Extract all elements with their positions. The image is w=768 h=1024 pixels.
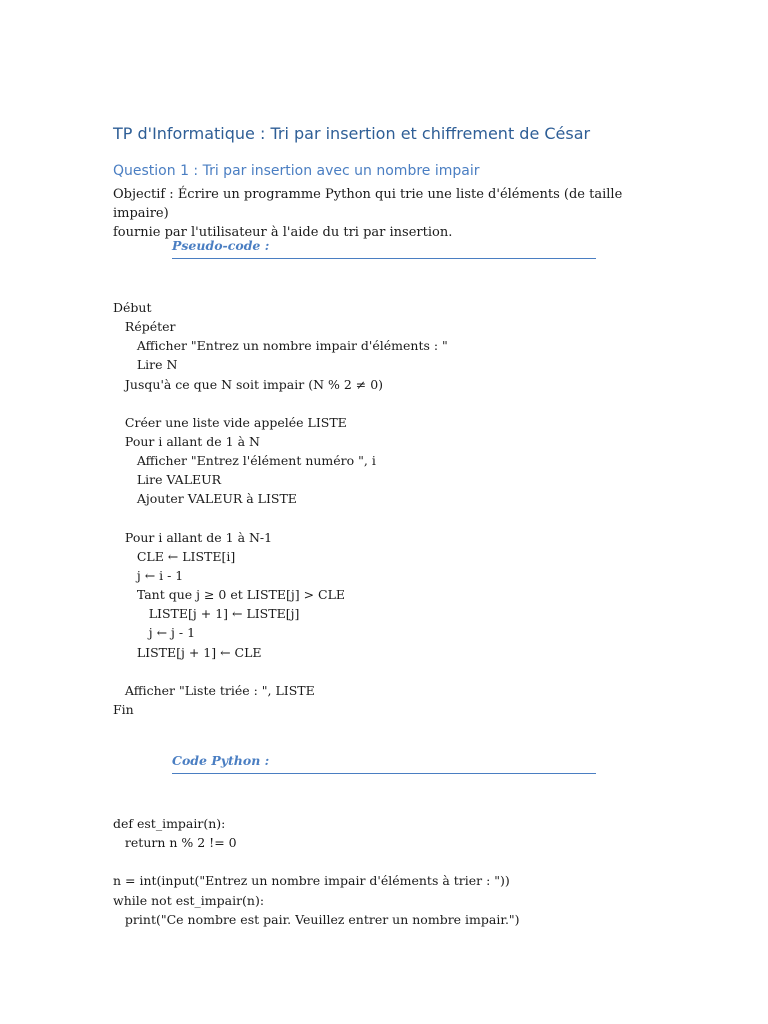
code-line: Créer une liste vide appelée LISTE xyxy=(113,414,347,430)
code-line xyxy=(113,394,448,413)
code-line: LISTE[j + 1] ← LISTE[j] xyxy=(113,606,300,622)
code-line: n = int(input("Entrez un nombre impair d'éléments à trier : ")) xyxy=(113,873,510,889)
code-line: Ajouter VALEUR à LISTE xyxy=(113,491,297,507)
python-code-label: Code Python : xyxy=(172,753,596,774)
code-line: Jusqu'à ce que N soit impair (N % 2 ≠ 0) xyxy=(113,376,384,392)
code-line: Afficher "Entrez l'élément numéro ", i xyxy=(113,453,376,469)
code-line: print("Ce nombre est pair. Veuillez entrer un nombre impair.") xyxy=(113,911,520,927)
objective-line-2: fournie par l'utilisateur à l'aide du tri par insertion. xyxy=(113,225,453,240)
document-title: TP d'Informatique : Tri par insertion et chiffrement de César xyxy=(113,124,591,143)
python-code-block xyxy=(113,814,520,929)
question-1-heading: Question 1 : Tri par insertion avec un nombre impair xyxy=(113,163,480,179)
code-line: Pour i allant de 1 à N-1 xyxy=(113,529,273,545)
code-line xyxy=(113,852,520,871)
code-line: j ← j - 1 xyxy=(113,625,196,641)
code-line: def est_impair(n): xyxy=(113,816,226,831)
code-line xyxy=(113,509,448,528)
code-line: Début xyxy=(113,300,152,315)
code-line: return n % 2 != 0 xyxy=(113,835,237,851)
code-line: while not est_impair(n): xyxy=(113,892,265,908)
code-line: Afficher "Liste triée : ", LISTE xyxy=(113,682,315,698)
code-line xyxy=(113,662,448,681)
code-line: Fin xyxy=(113,701,134,717)
objective-line-1: Objectif : Écrire un programme Python qui trie une liste d'éléments (de taille impaire) xyxy=(113,187,623,221)
code-line: Lire VALEUR xyxy=(113,472,222,488)
code-line: Tant que j ≥ 0 et LISTE[j] > CLE xyxy=(113,587,346,603)
code-line: Pour i allant de 1 à N xyxy=(113,433,260,449)
code-line: j ← i - 1 xyxy=(113,567,184,583)
code-line: Lire N xyxy=(113,357,178,373)
objective-text xyxy=(113,185,633,242)
code-line: Répéter xyxy=(113,319,176,335)
pseudo-code-label: Pseudo-code : xyxy=(172,238,596,259)
code-line: LISTE[j + 1] ← CLE xyxy=(113,644,262,660)
pseudo-code-block xyxy=(113,298,448,719)
code-line: CLE ← LISTE[i] xyxy=(113,548,236,564)
code-line: Afficher "Entrez un nombre impair d'éléments : " xyxy=(113,338,448,354)
